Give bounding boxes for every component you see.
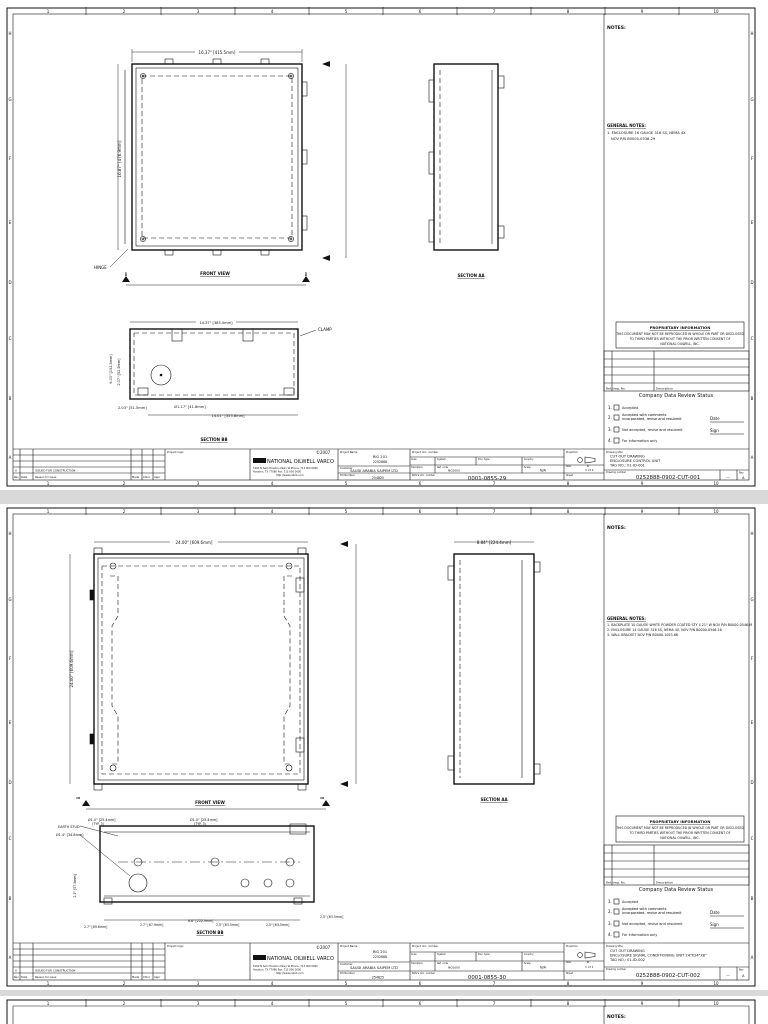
drawing-number: 0252888-0902-CUT-002 — [635, 973, 701, 979]
ref-header-desc: Description — [656, 386, 674, 391]
notes-title: NOTES: — [607, 526, 626, 531]
hole-b-dim: Ø1.0" [25.4mm] — [190, 818, 218, 822]
zone-column-label: 5 — [344, 1001, 348, 1006]
zone-column-label: 6 — [418, 9, 422, 14]
drawing-number-label: Drawing number — [606, 968, 627, 971]
ref-header-desc: Description — [656, 880, 674, 885]
size-value: B — [587, 464, 589, 468]
zone-column-label: 4 — [270, 981, 274, 986]
rev-header: Appr — [154, 476, 161, 479]
zone-column-label: 10 — [713, 981, 719, 986]
po-number: 254825 — [371, 975, 385, 980]
zone-row-label: F — [750, 656, 754, 661]
zone-column-label: 6 — [418, 1001, 422, 1006]
area-label: Area — [411, 953, 417, 956]
proprietary-title: PROPRIETARY INFORMATION — [649, 819, 711, 824]
zone-column-label: 10 — [713, 481, 719, 486]
refcode-label: Ref. code — [437, 466, 448, 469]
rev-header: Reason for issue — [35, 976, 57, 979]
zone-row-label: G — [8, 97, 12, 102]
zone-column-label: 9 — [640, 981, 644, 986]
doctype-label: Doc. type — [478, 458, 490, 461]
scale-value: N/A — [540, 468, 546, 473]
rev-cell: A — [15, 968, 17, 973]
company-logo — [253, 450, 334, 477]
customer-label: Customer — [340, 467, 353, 470]
review-checkbox[interactable] — [614, 932, 619, 937]
ref-header-dwg: Ref. dwg. No. — [606, 880, 626, 885]
zone-row-label: B — [750, 896, 754, 901]
zone-column-label: 1 — [46, 1001, 50, 1006]
country-label: Country — [524, 953, 534, 956]
drawing-title-line: ENCLOSURE CONTROL UNIT — [610, 459, 661, 463]
zone-column-label: 8 — [566, 481, 570, 486]
bottom-dim: 2.7" [69.6mm] — [84, 925, 108, 929]
zone-row-label: B — [8, 896, 12, 901]
review-item: Not accepted, revise and resubmit — [622, 428, 683, 432]
zone-row-label: D — [8, 780, 12, 785]
svg-text:B: B — [76, 796, 81, 800]
projection-label: Projection — [566, 945, 578, 948]
section-hole-dim: Ø1.17" [41.8mm] — [174, 405, 206, 409]
bottom-dim: 2.7" [67.9mm] — [140, 923, 164, 927]
review-sign-label: Sign — [710, 922, 719, 927]
zone-column-label: 3 — [196, 481, 200, 486]
zone-column-label: 4 — [270, 509, 274, 514]
svg-text:2.: 2. — [608, 415, 612, 420]
zone-column-label: 8 — [566, 9, 570, 14]
svg-text:B: B — [320, 796, 325, 800]
customer-name: SAUDI ARABIA SAIPEM LTD — [350, 966, 398, 970]
rev-header: Chkd — [143, 976, 150, 979]
zone-column-label: 4 — [270, 481, 274, 486]
svg-text:3.: 3. — [608, 427, 612, 432]
customer-name: SAUDI ARABIA SAIPEM LTD — [350, 469, 398, 473]
section-left-b: 2.07" [52.5mm] — [117, 358, 121, 386]
dimension-height: 24.00" [609.6mm] — [69, 650, 74, 688]
revision-table — [13, 449, 165, 480]
review-item: Accepted with comments incorporated, revise and resubmit — [622, 413, 682, 422]
rev-header: Made — [132, 476, 140, 479]
proprietary-line: THIS DOCUMENT MAY NOT BE REPRODUCED IN WHOLE OR PART OR DISCLOSED — [616, 826, 744, 830]
review-checkbox[interactable] — [614, 427, 619, 432]
sheet-separator — [0, 990, 768, 996]
discipline-label: Discipline — [411, 466, 423, 469]
drawing-title-line: ENCLOSURE SIGNAL CONDITIONING UNIT 24"X24"X8" — [610, 953, 707, 958]
zone-row-label: E — [750, 720, 754, 725]
address-line: http://www.natoil.com — [276, 972, 304, 975]
hole-c-dim: Ø1.4" [34.8mm] — [56, 833, 84, 837]
zone-row-labels — [8, 531, 753, 960]
drawing-sheet-3 — [7, 999, 755, 1024]
zone-column-label: 6 — [418, 509, 422, 514]
zone-column-label: 7 — [492, 981, 496, 986]
project-name-label: Project Name — [340, 945, 358, 948]
bottom-dim: 8.8" [222.9mm] — [188, 919, 214, 923]
rev-header: Made — [132, 976, 140, 979]
rev-header: Reason for issue — [35, 476, 57, 479]
company-logo — [253, 945, 334, 975]
sheet-label: Sheet — [566, 972, 573, 975]
section-marker-a — [340, 541, 356, 787]
general-notes-title: GENERAL NOTES: — [607, 616, 646, 621]
rev-header: Date — [21, 476, 28, 479]
drawing-title-line: CUT OUT DRAWING — [610, 949, 645, 953]
zone-row-label: F — [750, 156, 754, 161]
doctype-label: Doc. type — [478, 953, 490, 956]
discipline-label: Discipline — [411, 962, 423, 965]
review-item: For information only — [622, 439, 658, 443]
projection-symbol — [578, 457, 595, 463]
proprietary-line: TO THIRD PARTIES WITHOUT THE PRIOR WRITTEN CONSENT OF — [629, 337, 731, 341]
sheet-value: 1 of 1 — [585, 965, 594, 969]
section-bb-title: SECTION BB — [200, 437, 228, 442]
reference-table — [604, 845, 749, 885]
project-number: 2252888 — [372, 955, 388, 959]
project-doc-label: Project doc. number — [412, 451, 439, 454]
scale-label: Scale — [524, 962, 531, 965]
ref-code: NC0000 — [448, 965, 460, 970]
zone-row-label: A — [750, 955, 754, 960]
proprietary-line: NATIONAL OILWELL, INC. — [660, 836, 700, 840]
zone-column-label: 10 — [713, 509, 719, 514]
zone-row-label: D — [8, 280, 12, 285]
zone-column-label: 8 — [566, 981, 570, 986]
review-status-box — [608, 887, 744, 937]
review-sign-label: Sign — [710, 428, 719, 433]
general-note-line: 1. ENCLOSURE 16 GAUGE 316 SS, NEMA 4X — [607, 131, 686, 135]
zone-column-label: 6 — [418, 481, 422, 486]
customer-label: Customer — [340, 963, 353, 966]
zone-column-label: 3 — [196, 981, 200, 986]
review-title: Company Data Review Status — [638, 393, 714, 399]
svg-text:3.: 3. — [608, 921, 612, 926]
drawing-sheet-2 — [7, 507, 755, 986]
zone-row-label: H — [8, 31, 12, 36]
zone-column-label: 6 — [418, 981, 422, 986]
rev-cell: A — [15, 468, 17, 473]
hinge-label: HINGE — [94, 265, 107, 270]
zone-column-label: 1 — [46, 509, 50, 514]
zone-row-label: C — [750, 836, 754, 841]
drawing-title-line: TAG NO.: 01-ID-002 — [610, 958, 645, 962]
review-item: Not accepted, revise and resubmit — [622, 922, 683, 926]
svg-text:B: B — [124, 272, 128, 277]
project-name: RIG 201 — [372, 950, 388, 954]
sheet-value: 1 of 1 — [585, 468, 594, 472]
refcode-label: Ref. code — [437, 962, 448, 965]
zone-row-label: A — [750, 455, 754, 460]
nov-doc-number: 0001-0855-29 — [467, 476, 507, 482]
zone-column-label: 7 — [492, 481, 496, 486]
review-item: Accepted with comments incorporated, revise and resubmit — [622, 907, 682, 916]
drawing-title-label: Drawing title — [606, 451, 623, 454]
front-view — [69, 539, 356, 809]
rev-header: Chkd — [143, 476, 150, 479]
front-view-title: FRONT VIEW — [200, 271, 230, 276]
po-number: 254825 — [371, 476, 385, 480]
proprietary-line: NATIONAL OILWELL, INC. — [660, 342, 700, 346]
zone-row-label: A — [8, 455, 12, 460]
copyright: ©2007 — [316, 450, 331, 455]
review-status-box — [608, 393, 744, 443]
drawing-title-label: Drawing title — [606, 945, 623, 948]
address-line: http://www.natoil.com — [276, 474, 304, 477]
bottom-dim: 2.5" [63.5mm] — [266, 923, 290, 927]
zone-row-label: C — [8, 836, 12, 841]
rev-value: A — [742, 476, 745, 480]
system-label: System — [437, 953, 446, 956]
zone-row-label: B — [8, 396, 12, 401]
project-logo-label: Project logo — [167, 944, 184, 948]
drawing-title-line: CUT OUT DRAWING — [610, 454, 645, 459]
rev-label: Rev. — [739, 471, 745, 475]
zone-column-label: 10 — [713, 1001, 719, 1006]
zone-row-label: B — [750, 396, 754, 401]
zone-column-label: 2 — [122, 481, 126, 486]
project-number: 2252888 — [372, 460, 388, 464]
address-line: Houston, TX 77086 Fax: 713 000 0000 — [253, 470, 302, 474]
general-notes-title: GENERAL NOTES: — [607, 123, 646, 128]
review-title: Company Data Review Status — [638, 887, 714, 893]
rev-header: Rev — [14, 976, 19, 979]
zone-column-label: 1 — [46, 9, 50, 14]
review-date-label: Date — [710, 416, 720, 421]
sheet-label: Sheet — [566, 474, 573, 477]
svg-text:1.: 1. — [608, 899, 612, 904]
zone-row-label: C — [750, 336, 754, 341]
zone-row-label: D — [750, 280, 754, 285]
rev-reason: ISSUED FOR CONSTRUCTION — [35, 468, 76, 473]
zone-row-label: F — [8, 656, 12, 661]
address-line: 5100 N Sam Houston Pkwy W Phone: 713 000 0000 — [253, 467, 318, 470]
zone-column-label: 4 — [270, 1001, 274, 1006]
section-aa-view — [448, 540, 540, 802]
title-block — [13, 943, 749, 981]
section-c-dim: 2.03" [51.5mm] — [118, 406, 147, 410]
nov-doc-label: NOV's doc. number — [412, 972, 436, 975]
drawing-number-label: Drawing number — [606, 471, 627, 474]
scale-value: N/A — [540, 965, 546, 970]
front-view-title: FRONT VIEW — [195, 800, 225, 805]
projection-symbol — [578, 952, 595, 958]
zone-row-label: E — [8, 220, 12, 225]
zone-column-label: 7 — [492, 509, 496, 514]
drawing-number: 0252888-0902-CUT-001 — [635, 475, 701, 481]
zone-column-label: 1 — [46, 481, 50, 486]
drawing-title-line: TAG NO.: 01-ID-001 — [610, 463, 645, 468]
svg-text:4.: 4. — [608, 932, 612, 937]
zone-row-label: H — [8, 531, 12, 536]
hole-b-typ: (TYP. 3) — [194, 822, 206, 826]
address-line: 5100 N Sam Houston Pkwy W Phone: 713 000 0000 — [253, 965, 318, 968]
proprietary-line: THIS DOCUMENT MAY NOT BE REPRODUCED IN WHOLE OR PART OR DISCLOSED — [616, 332, 744, 336]
nov-doc-label: NOV's doc. number — [412, 474, 436, 477]
general-note-line: 1. BACKPLATE 10 GAUGE WHITE POWDER COATED STY 4.21" W NOV P/N B0000-0546-M — [607, 623, 753, 627]
zone-row-label: E — [8, 720, 12, 725]
zone-column-label: 5 — [344, 481, 348, 486]
rev-label: Rev. — [739, 968, 745, 972]
review-checkbox[interactable] — [614, 921, 619, 926]
bottom-dim: 2.5" [63.5mm] — [216, 923, 240, 927]
zone-column-label: 8 — [566, 1001, 570, 1006]
section-aa-view — [429, 64, 504, 278]
rev-value: A — [742, 974, 745, 978]
section-aa-title: SECTION AA — [480, 797, 508, 802]
zone-column-label: 2 — [122, 509, 126, 514]
section-bb-view — [109, 319, 332, 442]
svg-text:2.: 2. — [608, 909, 612, 914]
section-bb-title: SECTION BB — [196, 930, 224, 935]
system-label: System — [437, 458, 446, 461]
earth-stud-label: EARTH STUD — [58, 825, 80, 829]
zone-column-label: 1 — [46, 981, 50, 986]
svg-text:B: B — [304, 272, 308, 277]
company-name: NATIONAL OILWELL VARCO — [267, 956, 334, 962]
zone-column-label: 9 — [640, 9, 644, 14]
general-note-line: 3. WALL BRACKET NOV P/N B0000-1053-66 — [607, 633, 679, 637]
clamp-label: CLAMP — [318, 327, 332, 332]
section-marker-a — [322, 61, 346, 261]
svg-text:—: — — [726, 475, 730, 479]
zone-column-label: 2 — [122, 9, 126, 14]
proprietary-line: TO THIRD PARTIES WITHOUT THE PRIOR WRITTEN CONSENT OF — [629, 831, 731, 835]
size-label: Size — [566, 961, 571, 964]
zone-row-label: H — [750, 31, 754, 36]
section-bb-view — [56, 817, 343, 935]
review-checkbox[interactable] — [614, 899, 619, 904]
svg-text:1.: 1. — [608, 405, 612, 410]
scale-label: Scale — [524, 466, 531, 469]
project-logo-label: Project logo — [167, 450, 184, 454]
zone-column-labels — [47, 7, 719, 486]
zone-row-label: E — [750, 220, 754, 225]
title-block — [13, 449, 749, 482]
section-width: 14.37" [365.5mm] — [199, 321, 233, 325]
rev-header: Date — [21, 976, 28, 979]
zone-column-label: 8 — [566, 509, 570, 514]
zone-row-label: D — [750, 780, 754, 785]
revision-table — [13, 943, 165, 980]
zone-column-label: 10 — [713, 9, 719, 14]
general-note-line: NOV P/N B0000-0536-29 — [611, 137, 656, 141]
right-dim: 2.5" [63.5mm] — [320, 915, 344, 919]
zone-column-label: 3 — [196, 509, 200, 514]
dimension-depth: 8.84" [224.4mm] — [476, 540, 512, 545]
dimension-width: 16.37" [415.5mm] — [198, 50, 236, 55]
dimension-height: 16.87" [476.9mm] — [117, 140, 122, 178]
company-name: NATIONAL OILWELL VARCO — [267, 459, 334, 465]
project-doc-label: Project doc. number — [412, 945, 439, 948]
ref-header-dwg: Ref. dwg. No. — [606, 386, 626, 391]
zone-column-label: 7 — [492, 9, 496, 14]
zone-column-label: 9 — [640, 509, 644, 514]
review-item: Accepted — [622, 406, 639, 410]
review-item: Accepted — [622, 900, 639, 904]
proprietary-title: PROPRIETARY INFORMATION — [649, 325, 711, 330]
left-dim: 2.2" [57.4mm] — [73, 874, 77, 898]
drawing-sheet-1 — [7, 7, 755, 486]
address-line: Houston, TX 77086 Fax: 713 000 0000 — [253, 968, 302, 972]
size-label: Size — [566, 465, 571, 468]
zone-column-label: 2 — [122, 1001, 126, 1006]
section-left-a: 6.00" [152.5mm] — [109, 354, 113, 384]
sheet-separator — [0, 490, 768, 504]
po-label: PO Number — [340, 474, 355, 477]
zone-column-label: 5 — [344, 509, 348, 514]
zone-column-label: 5 — [344, 981, 348, 986]
dimension-width: 24.00" [609.6mm] — [175, 540, 213, 545]
zone-column-label: 9 — [640, 481, 644, 486]
zone-column-label: 2 — [122, 981, 126, 986]
proprietary-box — [615, 816, 744, 842]
review-checkbox[interactable] — [614, 909, 619, 914]
proprietary-box — [615, 322, 744, 348]
zone-column-label: 3 — [196, 1001, 200, 1006]
general-note-line: 2. ENCLOSURE 14 GAUGE 316 SS, NEMA 4X, NOV P/N B0000-0546-16 — [607, 628, 722, 632]
review-date-label: Date — [710, 910, 720, 915]
project-name-label: Project Name — [340, 451, 358, 454]
project-name: RIG 201 — [372, 455, 388, 459]
area-label: Area — [411, 458, 417, 461]
hole-a-typ: (TYP. 3) — [92, 822, 104, 826]
country-label: Country — [524, 458, 534, 461]
zone-row-label: H — [750, 531, 754, 536]
front-view — [94, 49, 346, 285]
copyright: ©2007 — [316, 945, 331, 950]
size-value: B — [587, 960, 589, 964]
zone-row-label: G — [750, 97, 754, 102]
zone-row-label: A — [8, 955, 12, 960]
zone-column-label: 7 — [492, 1001, 496, 1006]
review-checkbox[interactable] — [614, 438, 619, 443]
zone-row-label: G — [750, 597, 754, 602]
notes-title: NOTES: — [607, 1015, 626, 1020]
zone-row-label: G — [8, 597, 12, 602]
notes-title: NOTES: — [607, 26, 626, 31]
rev-reason: ISSUED FOR CONSTRUCTION — [35, 968, 76, 973]
zone-row-label: C — [8, 336, 12, 341]
svg-text:—: — — [726, 973, 730, 977]
review-checkbox[interactable] — [614, 415, 619, 420]
projection-label: Projection — [566, 451, 578, 454]
po-label: PO Number — [340, 972, 355, 975]
zone-column-label: 4 — [270, 9, 274, 14]
review-item: For information only — [622, 933, 658, 937]
sheet-inner-border — [13, 14, 749, 480]
rev-header: Rev — [14, 476, 19, 479]
section-aa-title: SECTION AA — [457, 273, 485, 278]
zone-row-label: F — [8, 156, 12, 161]
section-bottom-dim: 14.01" [355.6mm] — [211, 414, 245, 418]
ref-code: NC0000 — [448, 468, 460, 473]
reference-table — [604, 351, 749, 391]
nov-doc-number: 0001-0855-30 — [467, 975, 507, 981]
rev-header: Appr — [154, 976, 161, 979]
svg-text:4.: 4. — [608, 438, 612, 443]
hole-a-dim: Ø1.0" [25.4mm] — [88, 818, 116, 822]
zone-column-label: 3 — [196, 9, 200, 14]
zone-column-label: 9 — [640, 1001, 644, 1006]
zone-column-label: 5 — [344, 9, 348, 14]
review-checkbox[interactable] — [614, 405, 619, 410]
